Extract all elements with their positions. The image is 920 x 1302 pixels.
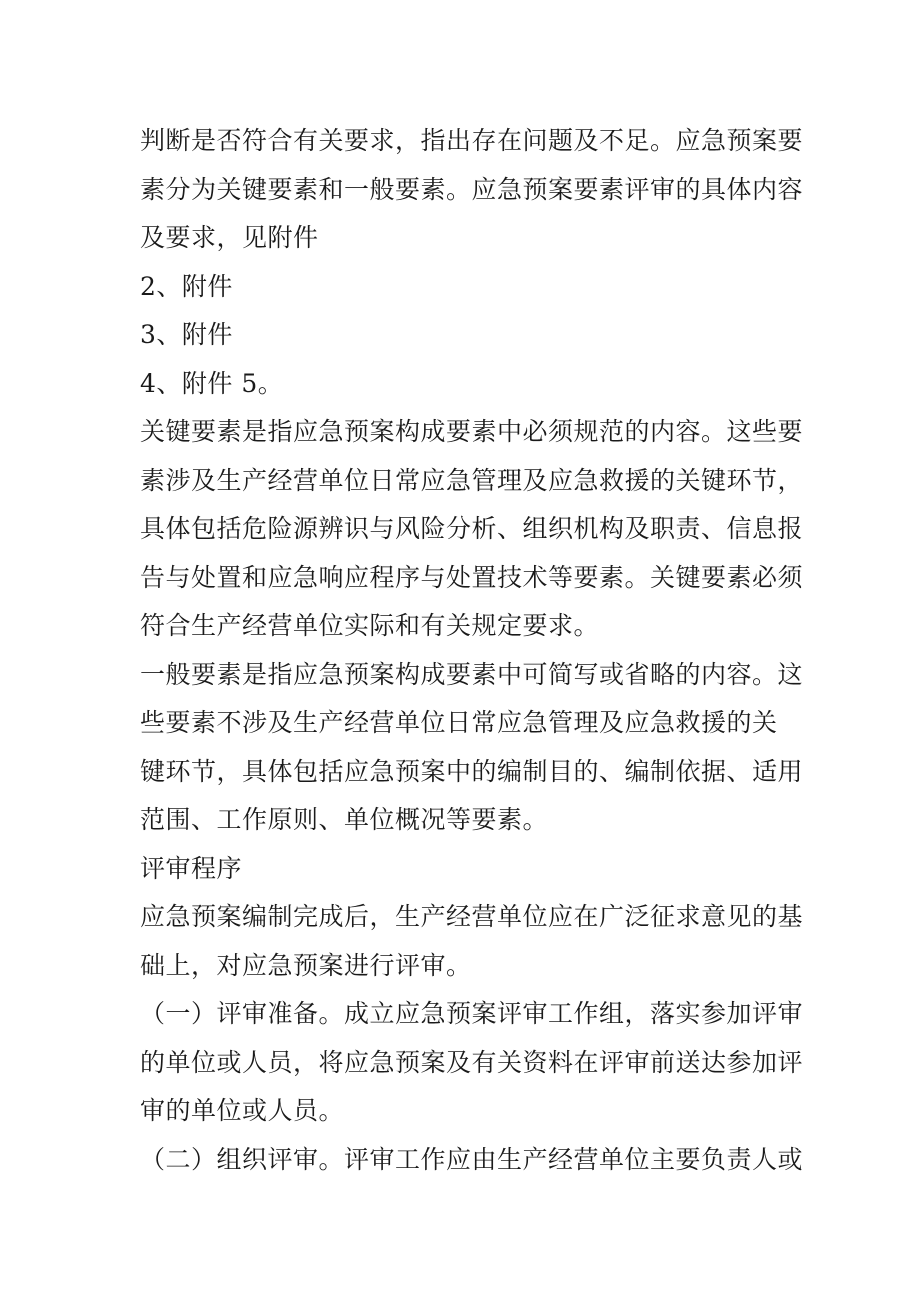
text-line: 一般要素是指应急预案构成要素中可简写或省略的内容。这	[140, 659, 804, 689]
text-line: 2、附件	[140, 271, 233, 301]
text-line: 的单位或人员，将应急预案及有关资料在评审前送达参加评	[140, 1047, 804, 1077]
text-line: 具体包括危险源辨识与风险分析、组织机构及职责、信息报	[140, 514, 804, 543]
text-line: 3、附件	[140, 320, 233, 349]
text-line: 础上，对应急预案进行评审。	[140, 950, 472, 980]
text-line: 范围、工作原则、单位概况等要素。	[140, 805, 549, 834]
text-line: 键环节，具体包括应急预案中的编制目的、编制依据、适用	[140, 756, 804, 786]
text-line: 审的单位或人员。	[140, 1096, 345, 1125]
text-line: 些要素不涉及生产经营单位日常应急管理及应急救援的关	[140, 708, 778, 737]
section-heading: 评审程序	[140, 853, 243, 883]
text-line: 素涉及生产经营单位日常应急管理及应急救援的关键环节，	[140, 465, 804, 495]
text-line: 关键要素是指应急预案构成要素中必须规范的内容。这些要	[140, 417, 804, 446]
text-line: 告与处置和应急响应程序与处置技术等要素。关键要素必须	[140, 562, 804, 592]
text-line: 符合生产经营单位实际和有关规定要求。	[140, 611, 600, 640]
text-line: 应急预案编制完成后，生产经营单位应在广泛征求意见的基	[140, 902, 804, 931]
text-line: 及要求，见附件	[140, 223, 319, 252]
text-line: 4、附件 5。	[140, 368, 284, 398]
document-body	[140, 117, 804, 1184]
text-line: 素分为关键要素和一般要素。应急预案要素评审的具体内容	[140, 174, 804, 204]
text-line: 判断是否符合有关要求，指出存在问题及不足。应急预案要	[140, 126, 804, 155]
text-line: （二）组织评审。评审工作应由生产经营单位主要负责人或	[140, 1144, 804, 1174]
text-line: （一）评审准备。成立应急预案评审工作组，落实参加评审	[140, 999, 804, 1028]
